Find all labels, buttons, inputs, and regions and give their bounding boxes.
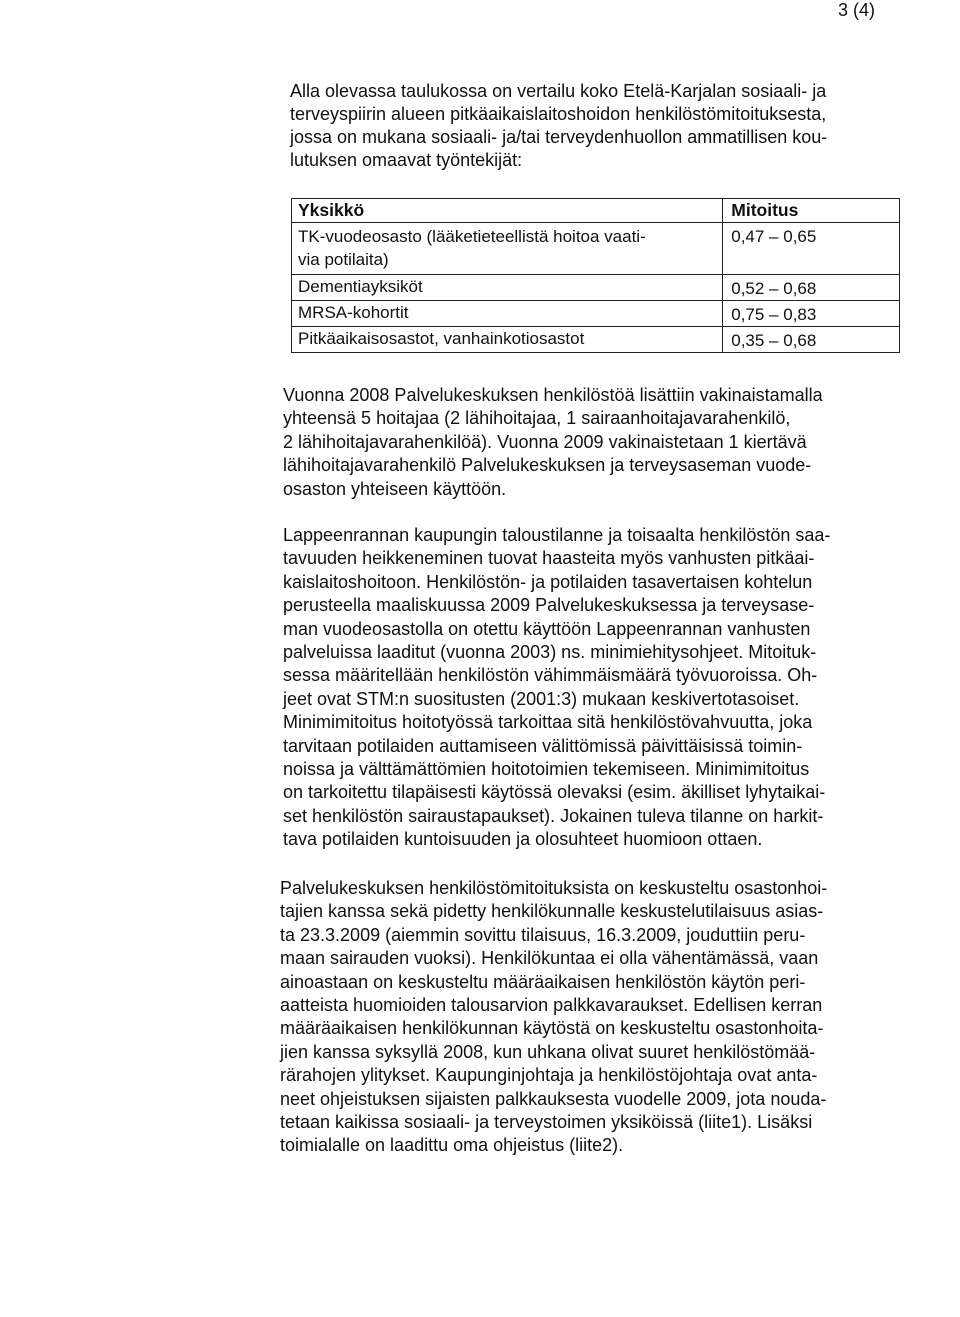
text-line: toimialalle on laadittu oma ohjeistus (liite2). — [280, 1135, 624, 1156]
text-line: yhteensä 5 hoitajaa (2 lähihoitajaa, 1 sairaanhoitajavarahenkilö, — [283, 408, 791, 429]
unit-cell: MRSA-kohortit — [292, 301, 723, 327]
text-line: tetaan kaikissa sosiaali- ja terveystoimen yksiköissä (liite1). Lisäksi — [280, 1112, 813, 1133]
table-row — [292, 301, 900, 327]
text-line: osaston yhteiseen käyttöön. — [283, 478, 507, 499]
text-line: ainoastaan on keskusteltu määräaikaisen henkilöstön käytön peri- — [280, 971, 806, 992]
unit-line: via potilaita) — [298, 250, 389, 269]
text-line: man vuodeosastolla on otettu käyttöön Lappeenrannan vanhusten — [283, 618, 811, 639]
staff-increase-paragraph — [283, 384, 823, 501]
text-line: lähihoitajavarahenkilö Palvelukeskuksen ja terveysaseman vuode- — [283, 455, 812, 476]
text-line: jossa on mukana sosiaali- ja/tai terveydenhuollon ammatillisen kou- — [290, 127, 828, 147]
text-line: lutuksen omaavat työntekijät: — [290, 150, 523, 170]
ratio-cell: 0,75 – 0,83 — [723, 301, 900, 327]
text-line: Lappeenrannan kaupungin taloustilanne ja toisaalta henkilöstön saa- — [283, 525, 831, 545]
text-line: perusteella maaliskuussa 2009 Palvelukeskuksessa ja terveysase- — [283, 595, 815, 616]
table-header-row — [292, 199, 900, 223]
minimum-staffing-paragraph — [283, 524, 830, 852]
ratio-cell: 0,35 – 0,68 — [723, 327, 900, 353]
text-line: aatteista huomioiden talousarvion palkkavaraukset. Edellisen kerran — [280, 995, 823, 1016]
text-line: noissa ja välttämättömien hoitotoimien tekemiseen. Minimimitoitus — [283, 759, 810, 780]
text-line: Minimimitoitus hoitotyössä tarkoittaa sitä henkilöstövahvuutta, joka — [283, 712, 813, 733]
text-line: Alla olevassa taulukossa on vertailu koko Etelä-Karjalan sosiaali- ja — [290, 81, 827, 101]
page-number: 3 (4) — [838, 0, 876, 20]
text-line: terveyspiirin alueen pitkäaikaislaitoshoidon henkilöstömitoituksesta, — [290, 104, 827, 124]
text-line: neet ohjeistuksen sijaisten palkkauksesta vuodelle 2009, jota nouda- — [280, 1088, 827, 1109]
text-line: jien kanssa syksyllä 2008, kun uhkana olivat suuret henkilöstömää- — [280, 1041, 816, 1062]
ratio-cell: 0,47 – 0,65 — [723, 223, 900, 275]
text-line: tava potilaiden kuntoisuuden ja olosuhteet huomioon ottaen. — [283, 829, 763, 850]
text-line: tarvitaan potilaiden auttamiseen välittömissä päivittäisissä toimin- — [283, 735, 803, 756]
text-line: kaislaitoshoitoon. Henkilöstön- ja potilaiden tasavertaisen kohtelun — [283, 571, 813, 592]
unit-cell — [292, 223, 723, 275]
text-line: Palvelukeskuksen henkilöstömitoituksista on keskusteltu osastonhoi- — [280, 878, 828, 898]
text-line: on tarkoitettu tilapäisesti käytössä olevaksi (esim. äkilliset lyhytaikai- — [283, 782, 826, 803]
text-line: set henkilöstön sairaustapaukset). Jokainen tuleva tilanne on harkit- — [283, 805, 824, 826]
text-line: sessa määritellään henkilöstön vähimmäismäärä työvuoroissa. Oh- — [283, 665, 818, 686]
table-row — [292, 327, 900, 353]
table-row — [292, 275, 900, 301]
table-row — [292, 223, 900, 275]
unit-cell: Dementiayksiköt — [292, 275, 723, 301]
text-line: rärahojen ylitykset. Kaupunginjohtaja ja henkilöstöjohtaja ovat anta- — [280, 1065, 818, 1086]
text-line: maan sairauden vuoksi). Henkilökuntaa ei olla vähentämässä, vaan — [280, 948, 819, 969]
column-header-unit: Yksikkö — [292, 199, 723, 223]
text-line: 2 lähihoitajavarahenkilöä). Vuonna 2009 vakinaistetaan 1 kiertävä — [283, 431, 807, 452]
text-line: Vuonna 2008 Palvelukeskuksen henkilöstöä lisättiin vakinaistamalla — [283, 385, 823, 405]
unit-cell: Pitkäaikaisosastot, vanhainkotiosastot — [292, 327, 723, 353]
column-header-ratio: Mitoitus — [723, 199, 900, 223]
text-line: määräaikaisen henkilökunnan käytöstä on keskusteltu osastonhoita- — [280, 1018, 824, 1039]
text-line: ta 23.3.2009 (aiemmin sovittu tilaisuus, 16.3.2009, jouduttiin peru- — [280, 924, 806, 945]
staffing-discussion-paragraph — [280, 877, 827, 1158]
text-line: jeet ovat STM:n suositusten (2001:3) mukaan keskivertotasoiset. — [283, 688, 800, 709]
text-line: tajien kanssa sekä pidetty henkilökunnalle keskustelutilaisuus asias- — [280, 901, 824, 922]
ratio-cell: 0,52 – 0,68 — [723, 275, 900, 301]
unit-line: TK-vuodeosasto (lääketieteellistä hoitoa vaati- — [298, 227, 646, 246]
intro-paragraph — [290, 80, 827, 172]
text-line: palveluissa laaditut (vuonna 2003) ns. minimiehitysohjeet. Mitoituk- — [283, 642, 817, 663]
text-line: tavuuden heikkeneminen tuovat haasteita myös vanhusten pitkäai- — [283, 548, 815, 569]
staffing-comparison-table — [291, 198, 900, 353]
